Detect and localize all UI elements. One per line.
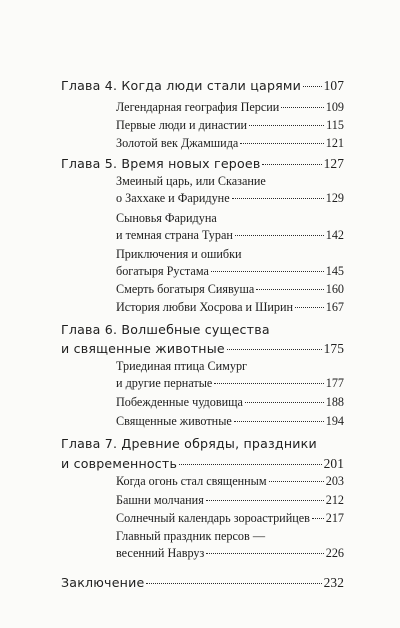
- toc-entry-chapter-6-line: [61, 322, 344, 337]
- toc-entry-title: о Заххаке и Фаридуне: [116, 191, 230, 205]
- toc-entry-page: 142: [325, 228, 344, 242]
- dot-leader: [206, 500, 324, 501]
- toc-entry-title: и современность: [61, 456, 178, 471]
- toc-subentry: [116, 300, 344, 315]
- dot-leader: [240, 143, 323, 144]
- toc-subentry: [116, 414, 344, 429]
- dot-leader: [295, 307, 324, 308]
- toc-entry-title: Первые люди и династии: [116, 118, 248, 132]
- toc-entry-chapter-5: [61, 156, 344, 172]
- toc-entry-page: 177: [325, 376, 344, 390]
- toc-entry-title: Смерть богатыря Сиявуша: [116, 282, 255, 296]
- dot-leader: [245, 402, 324, 403]
- dot-leader: [303, 86, 322, 87]
- toc-entry-title: Глава 6. Волшебные существа: [61, 322, 270, 337]
- toc-entry-chapter-7-line: [61, 436, 344, 451]
- toc-subentry: [116, 474, 344, 489]
- toc-entry-title: Змеиный царь, или Сказание: [116, 174, 266, 188]
- toc-entry-page: 194: [325, 414, 344, 428]
- toc-subentry-line: [116, 359, 344, 374]
- dot-leader: [214, 383, 323, 384]
- toc-entry-title: Священные животные: [116, 414, 232, 428]
- toc-entry-page: 129: [325, 191, 344, 205]
- dot-leader: [235, 235, 324, 236]
- toc-entry-page: 109: [325, 100, 344, 114]
- toc-entry-title: Башни молчания: [116, 493, 204, 507]
- toc-entry-title: Глава 4. Когда люди стали царями: [61, 78, 302, 93]
- dot-leader: [179, 464, 322, 465]
- dot-leader: [249, 125, 324, 126]
- toc-subentry: [116, 191, 344, 206]
- toc-entry-title: Солнечный календарь зороастрийцев: [116, 511, 310, 525]
- toc-entry-page: 145: [325, 264, 344, 278]
- toc-entry-page: 127: [323, 156, 344, 171]
- toc-entry-page: 201: [323, 456, 344, 471]
- dot-leader: [262, 164, 321, 165]
- dot-leader: [206, 553, 323, 554]
- toc-subentry: [116, 376, 344, 391]
- toc-entry-page: 160: [325, 282, 344, 296]
- toc-entry-page: 175: [323, 341, 344, 356]
- toc-entry-page: 115: [326, 118, 344, 132]
- toc-entry-title: Легендарная география Персии: [116, 100, 280, 114]
- toc-entry-page: 167: [325, 300, 344, 314]
- toc-entry-page: 217: [325, 511, 344, 525]
- toc-entry-title: История любви Хосрова и Ширин: [116, 300, 294, 314]
- toc-entry-page: 212: [325, 493, 344, 507]
- toc-subentry-line: [116, 211, 344, 226]
- toc-entry-title: Глава 7. Древние обряды, праздники: [61, 436, 317, 451]
- toc-entry-title: весенний Навруз: [116, 546, 205, 560]
- toc-subentry: [116, 264, 344, 279]
- toc-entry-chapter-4: [61, 78, 344, 94]
- toc-entry-title: Побежденные чудовища: [116, 395, 243, 409]
- toc-entry-page: 232: [323, 575, 344, 590]
- toc-entry-page: 188: [325, 395, 344, 409]
- dot-leader: [281, 107, 323, 108]
- dot-leader: [256, 289, 323, 290]
- toc-subentry: [116, 282, 344, 297]
- toc-entry-title: Главный праздник персов —: [116, 529, 266, 543]
- toc-entry-title: и темная страна Туран: [116, 228, 233, 242]
- toc-entry-page: 121: [325, 136, 344, 150]
- toc-subentry: [116, 546, 344, 561]
- toc-entry-title: Золотой век Джамшида: [116, 136, 239, 150]
- toc-entry-page: 203: [325, 474, 344, 488]
- dot-leader: [146, 583, 321, 584]
- toc-entry-title: богатыря Рустама: [116, 264, 209, 278]
- toc-entry-chapter-6: [61, 341, 344, 357]
- dot-leader: [232, 198, 324, 199]
- toc-entry-chapter-7: [61, 456, 344, 472]
- toc-subentry-line: [116, 247, 344, 262]
- toc-entry-page: 226: [325, 546, 344, 560]
- toc-entry-title: Триединая птица Симург: [116, 359, 248, 373]
- toc-entry-title: Приключения и ошибки: [116, 247, 242, 261]
- toc-subentry-line: [116, 529, 344, 544]
- toc-subentry: [116, 118, 344, 133]
- dot-leader: [234, 421, 324, 422]
- toc-subentry: [116, 493, 344, 508]
- dot-leader: [227, 349, 322, 350]
- toc-entry-page: 107: [323, 78, 344, 93]
- toc-subentry-line: [116, 174, 344, 189]
- toc-entry-title: и священные животные: [61, 341, 225, 356]
- dot-leader: [269, 481, 324, 482]
- toc-entry-title: Глава 5. Время новых героев: [61, 156, 261, 171]
- dot-leader: [211, 271, 324, 272]
- toc-entry-title: Сыновья Фаридуна: [116, 211, 217, 225]
- toc-subentry: [116, 136, 344, 151]
- toc-entry-title: и другие пернатые: [116, 376, 213, 390]
- toc-entry-title: Заключение: [61, 575, 145, 590]
- toc-entry-title: Когда огонь стал священным: [116, 474, 267, 488]
- toc-subentry: [116, 395, 344, 410]
- dot-leader: [312, 518, 324, 519]
- toc-subentry: [116, 511, 344, 526]
- toc-subentry: [116, 228, 344, 243]
- toc-subentry: [116, 100, 344, 115]
- toc-entry-conclusion: [61, 575, 344, 591]
